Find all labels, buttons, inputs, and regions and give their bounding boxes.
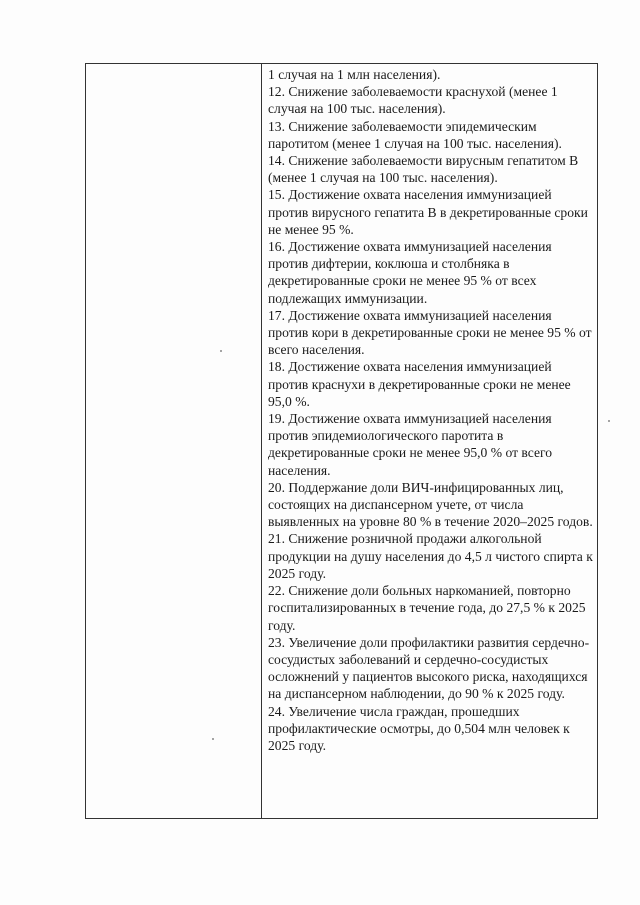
list-item: 20. Поддержание доли ВИЧ-инфицированных лиц, состоящих на диспансерном учете, от числа выявленных на уровне 80 % в течение 2020–2025 годов. [268, 479, 593, 530]
list-item: 14. Снижение заболеваемости вирусным гепатитом В (менее 1 случая на 100 тыс. населения). [268, 153, 579, 186]
list-item: 15. Достижение охвата населения иммунизацией против вирусного гепатита В в декретированные сроки не менее 95 %. [268, 187, 588, 237]
list-item: 12. Снижение заболеваемости краснухой (менее 1 случая на 100 тыс. населения). [268, 84, 558, 117]
scan-speck [220, 350, 222, 352]
table-left-column [86, 64, 262, 818]
list-item: 1 случая на 1 млн населения). [268, 67, 441, 82]
scan-speck [212, 738, 214, 740]
list-item: 13. Снижение заболеваемости эпидемическим паротитом (менее 1 случая на 100 тыс. населения). [268, 118, 562, 151]
scan-speck [608, 420, 610, 422]
list-item: 21. Снижение розничной продажи алкогольной продукции на душу населения до 4,5 л чистого спирта к 2025 году. [268, 531, 593, 581]
list-item: 16. Достижение охвата иммунизацией населения против дифтерии, коклюша и столбняка в декретированные сроки не менее 95 % от всех подлежащих иммунизации. [268, 239, 552, 306]
table-right-column [268, 66, 594, 816]
indicator-list [268, 66, 594, 754]
list-item: 22. Снижение доли больных наркоманией, повторно госпитализированных в течение года, до 27,5 % к 2025 году. [268, 583, 586, 633]
document-table [85, 63, 598, 819]
list-item: 24. Увеличение числа граждан, прошедших профилактические осмотры, до 0,504 млн человек к 2025 году. [268, 703, 570, 753]
list-item: 23. Увеличение доли профилактики развития сердечно-сосудистых заболеваний и сердечно-сосудистых осложнений у пациентов высокого риска, находящихся на диспансерном наблюдении, до 90 % к 2025 году. [268, 634, 590, 702]
list-item: 19. Достижение охвата иммунизацией населения против эпидемиологического паротита в декретированные сроки не менее 95,0 % от всего населения. [268, 411, 553, 478]
list-item: 17. Достижение охвата иммунизацией населения против кори в декретированные сроки не менее 95 % от всего населения. [268, 307, 592, 358]
list-item: 18. Достижение охвата населения иммунизацией против краснухи в декретированные сроки не менее 95,0 %. [268, 359, 571, 409]
